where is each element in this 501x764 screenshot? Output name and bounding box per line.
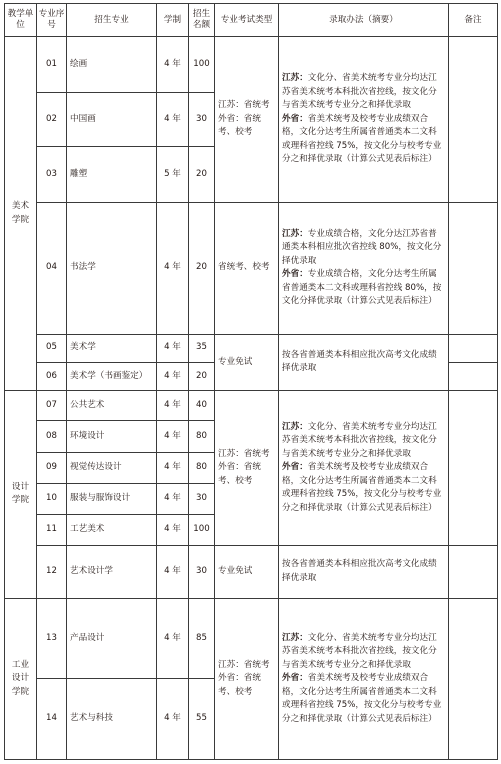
major-cell: 绘画: [67, 37, 157, 92]
header-method: 录取办法（摘要）: [279, 4, 449, 37]
quota-cell: 80: [189, 421, 215, 452]
table-row: [5, 598, 498, 679]
years-cell: 4 年: [157, 679, 189, 760]
quota-cell: 85: [189, 598, 215, 679]
seq-cell: 09: [37, 452, 67, 483]
method-label: 外省：: [282, 269, 308, 280]
major-cell: 艺术设计学: [67, 546, 157, 598]
exam-type-cell: 专业免试: [215, 546, 279, 598]
quota-cell: 100: [189, 37, 215, 92]
header-remarks: 备注: [449, 4, 498, 37]
method-label: 外省：: [282, 462, 308, 473]
seq-cell: 03: [37, 147, 67, 202]
method-text: 省美术统考及校考专业成绩双合格，文化分达考生所属省普通类本二文科或理科省控线 75%，按文化分与校考专业分之和择优录取（计算公式见表后标注）: [282, 462, 442, 513]
table-row: [5, 202, 498, 334]
method-cell: 按各省普通类本科相应批次高考文化成绩择优录取: [279, 546, 449, 598]
years-cell: 4 年: [157, 514, 189, 545]
remarks-cell: [449, 202, 498, 334]
table-row: [5, 37, 498, 92]
seq-cell: 02: [37, 92, 67, 146]
seq-cell: 10: [37, 483, 67, 514]
exam-type-cell: 省统考、校考: [215, 202, 279, 334]
method-label: 江苏：: [282, 632, 308, 643]
major-cell: 美术学（书画鉴定）: [67, 362, 157, 390]
major-cell: 中国画: [67, 92, 157, 146]
method-text: 省美术统考及校考专业成绩双合格，文化分达考生所属省普通类本二文科或理科省控线 75%，按文化分与校考专业分之和择优录取（计算公式见表后标注）: [282, 113, 442, 165]
quota-cell: 80: [189, 452, 215, 483]
years-cell: 4 年: [157, 391, 189, 421]
years-cell: 4 年: [157, 202, 189, 334]
dept-cell: 工业设计学院: [5, 598, 37, 759]
major-cell: 美术学: [67, 334, 157, 362]
header-exam-type: 专业考试类型: [215, 4, 279, 37]
header-major: 招生专业: [67, 4, 157, 37]
years-cell: 4 年: [157, 598, 189, 679]
method-cell: 按各省普通类本科相应批次高考文化成绩择优录取: [279, 334, 449, 390]
dept-cell: 美术学院: [5, 37, 37, 391]
quota-cell: 100: [189, 514, 215, 545]
remarks-cell: [449, 362, 498, 390]
remarks-cell: [449, 546, 498, 598]
quota-cell: 55: [189, 679, 215, 760]
method-cell: [279, 598, 449, 759]
method-label: 外省：: [282, 113, 308, 124]
header-seq: 专业序号: [37, 4, 67, 37]
remarks-cell: [449, 37, 498, 202]
seq-cell: 11: [37, 514, 67, 545]
years-cell: 4 年: [157, 546, 189, 598]
quota-cell: 20: [189, 202, 215, 334]
method-text: 省美术统考及校考专业成绩双合格，文化分达考生所属省普通类本二文科或理科省控线 75%，按文化分与校考专业分之和择优录取（计算公式见表后标注）: [282, 673, 442, 724]
quota-cell: 30: [189, 92, 215, 146]
seq-cell: 05: [37, 334, 67, 362]
method-label: 江苏：: [282, 421, 308, 432]
table-row: [5, 391, 498, 421]
table-row: [5, 334, 498, 362]
quota-cell: 20: [189, 147, 215, 202]
remarks-cell: [449, 334, 498, 362]
header-years: 学制: [157, 4, 189, 37]
seq-cell: 06: [37, 362, 67, 390]
seq-cell: 01: [37, 37, 67, 92]
method-cell: [279, 37, 449, 202]
header-row: [5, 4, 498, 37]
seq-cell: 13: [37, 598, 67, 679]
exam-type-cell: 江苏：省统考外省：省统考、校考: [215, 598, 279, 759]
years-cell: 4 年: [157, 92, 189, 146]
method-label: 外省：: [282, 673, 308, 684]
method-text: 文化分、省美术统考专业分均达江苏省美术统考本科批次省控线，按文化分与省美术统考专业分之和择优录取: [282, 632, 437, 670]
method-label: 江苏：: [282, 228, 308, 239]
major-cell: 视觉传达设计: [67, 452, 157, 483]
remarks-cell: [449, 598, 498, 759]
seq-cell: 04: [37, 202, 67, 334]
years-cell: 5 年: [157, 147, 189, 202]
dept-cell: 设计学院: [5, 391, 37, 599]
major-cell: 公共艺术: [67, 391, 157, 421]
admissions-table: [4, 3, 498, 760]
quota-cell: 40: [189, 391, 215, 421]
years-cell: 4 年: [157, 421, 189, 452]
method-label: 江苏：: [282, 73, 308, 84]
header-dept: 教学单位: [5, 4, 37, 37]
quota-cell: 30: [189, 546, 215, 598]
quota-cell: 35: [189, 334, 215, 362]
major-cell: 书法学: [67, 202, 157, 334]
seq-cell: 14: [37, 679, 67, 760]
method-cell: [279, 391, 449, 546]
method-text: 文化分、省美术统考专业分均达江苏省美术统考本科批次省控线，按文化分与省美术统考专业分之和择优录取: [282, 73, 437, 111]
exam-type-cell: 专业免试: [215, 334, 279, 390]
major-cell: 艺术与科技: [67, 679, 157, 760]
major-cell: 工艺美术: [67, 514, 157, 545]
years-cell: 4 年: [157, 37, 189, 92]
seq-cell: 08: [37, 421, 67, 452]
major-cell: 服装与服饰设计: [67, 483, 157, 514]
method-cell: [279, 202, 449, 334]
years-cell: 4 年: [157, 452, 189, 483]
seq-cell: 12: [37, 546, 67, 598]
method-text: 专业成绩合格，文化分达江苏省普通类本科相应批次省控线 80%，按文化分择优录取: [282, 228, 442, 266]
major-cell: 雕塑: [67, 147, 157, 202]
remarks-cell: [449, 391, 498, 546]
exam-type-cell: 江苏：省统考外省：省统考、校考: [215, 37, 279, 202]
method-text: 专业成绩合格，文化分达考生所属省普通类本二文科或理科省控线 80%，按文化分择优录取（计算公式见表后标注）: [282, 269, 442, 307]
quota-cell: 20: [189, 362, 215, 390]
header-quota: 招生名额: [189, 4, 215, 37]
major-cell: 环境设计: [67, 421, 157, 452]
exam-type-cell: 江苏：省统考外省：省统考、校考: [215, 391, 279, 546]
method-text: 文化分、省美术统考专业分均达江苏省美术统考本科批次省控线，按文化分与省美术统考专业分之和择优录取: [282, 421, 437, 459]
major-cell: 产品设计: [67, 598, 157, 679]
years-cell: 4 年: [157, 483, 189, 514]
table-row: [5, 546, 498, 598]
seq-cell: 07: [37, 391, 67, 421]
years-cell: 4 年: [157, 362, 189, 390]
years-cell: 4 年: [157, 334, 189, 362]
quota-cell: 30: [189, 483, 215, 514]
